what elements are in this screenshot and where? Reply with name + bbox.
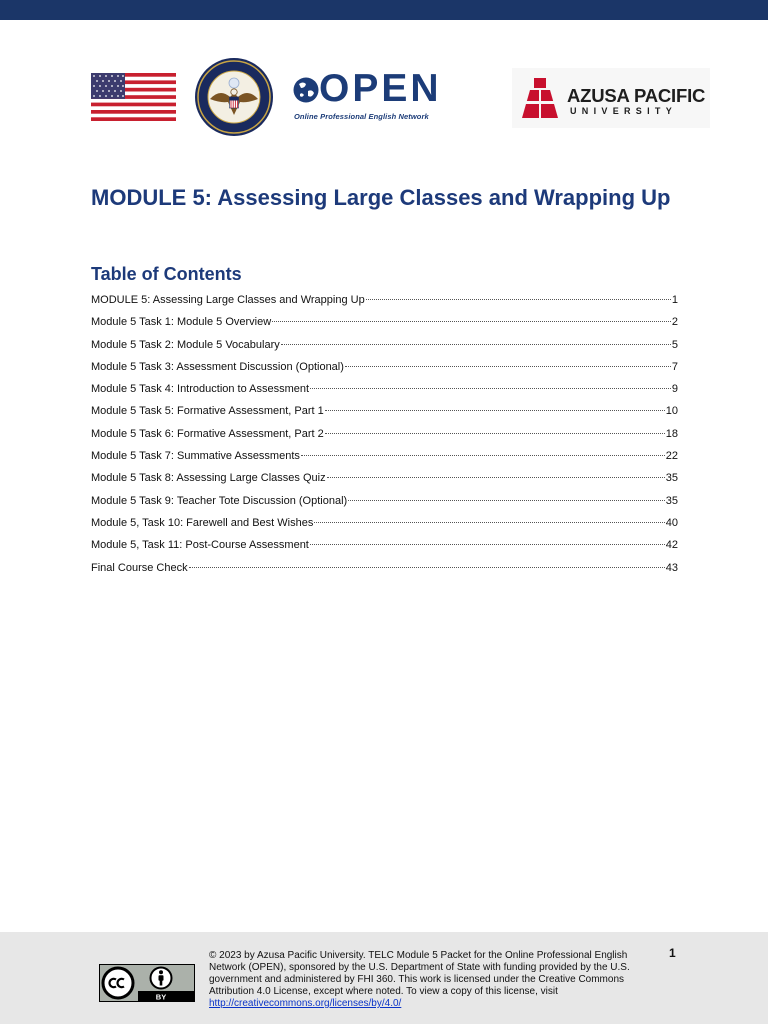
toc-entry[interactable] bbox=[91, 378, 678, 400]
attribution-icon bbox=[151, 968, 172, 989]
creative-commons-icon bbox=[103, 968, 133, 998]
toc-entry-page: 5 bbox=[671, 338, 678, 351]
toc-leader-dots bbox=[345, 358, 671, 367]
toc-entry-page: 9 bbox=[671, 383, 678, 396]
table-of-contents bbox=[91, 289, 678, 579]
azusa-pacific-name: AZUSA PACIFIC bbox=[567, 85, 706, 106]
toc-entry-page: 42 bbox=[665, 539, 678, 552]
toc-entry-page: 22 bbox=[665, 450, 678, 463]
toc-entry-page: 10 bbox=[665, 405, 678, 418]
azusa-pacific-emblem-icon bbox=[518, 76, 562, 120]
toc-entry-page: 7 bbox=[671, 360, 678, 373]
toc-entry[interactable] bbox=[91, 534, 678, 556]
toc-entry[interactable] bbox=[91, 512, 678, 534]
toc-entry[interactable] bbox=[91, 289, 678, 311]
toc-leader-dots bbox=[325, 402, 665, 411]
toc-heading: Table of Contents bbox=[91, 264, 242, 284]
toc-entry-title: Module 5 Task 2: Module 5 Vocabulary bbox=[91, 338, 280, 351]
toc-entry-page: 35 bbox=[665, 472, 678, 485]
open-logo-wordmark: OPEN bbox=[319, 67, 442, 110]
toc-entry[interactable] bbox=[91, 557, 678, 579]
toc-leader-dots bbox=[189, 559, 665, 568]
us-flag-icon bbox=[91, 73, 176, 121]
license-link[interactable]: http://creativecommons.org/licenses/by/4.0/ bbox=[209, 998, 402, 1009]
toc-entry[interactable] bbox=[91, 356, 678, 378]
toc-entry-title: Module 5 Task 5: Formative Assessment, Part 1 bbox=[91, 405, 324, 418]
top-banner-bar bbox=[0, 0, 768, 20]
toc-entry-title: Module 5 Task 4: Introduction to Assessment bbox=[91, 383, 310, 396]
toc-entry-page: 2 bbox=[671, 316, 678, 329]
page-footer bbox=[0, 932, 768, 1024]
toc-entry-title: Module 5 Task 9: Teacher Tote Discussion (Optional) bbox=[91, 494, 348, 507]
license-notice bbox=[209, 950, 649, 1010]
page-number: 1 bbox=[669, 946, 676, 960]
cc-by-label: BY bbox=[155, 992, 167, 1002]
toc-leader-dots bbox=[325, 425, 665, 434]
toc-entry[interactable] bbox=[91, 445, 678, 467]
azusa-pacific-logo bbox=[512, 68, 710, 128]
toc-leader-dots bbox=[272, 313, 671, 322]
toc-entry-page: 1 bbox=[671, 294, 678, 306]
toc-entry-title: Module 5 Task 8: Assessing Large Classes Quiz bbox=[91, 472, 326, 485]
toc-entry-title: MODULE 5: Assessing Large Classes and Wrapping Up bbox=[91, 294, 365, 306]
toc-entry[interactable] bbox=[91, 490, 678, 512]
globe-icon bbox=[293, 72, 319, 108]
toc-entry-title: Module 5 Task 7: Summative Assessments bbox=[91, 450, 300, 463]
department-of-state-seal-icon bbox=[194, 55, 274, 139]
toc-leader-dots bbox=[310, 380, 671, 389]
toc-leader-dots bbox=[366, 291, 671, 300]
toc-entry-title: Module 5 Task 1: Module 5 Overview bbox=[91, 316, 272, 329]
toc-entry-title: Module 5, Task 10: Farewell and Best Wishes bbox=[91, 516, 314, 529]
toc-leader-dots bbox=[327, 469, 665, 478]
toc-entry[interactable] bbox=[91, 423, 678, 445]
toc-entry-title: Module 5, Task 11: Post-Course Assessment bbox=[91, 539, 309, 552]
toc-entry-page: 40 bbox=[665, 516, 678, 529]
logo-row bbox=[0, 55, 768, 155]
azusa-pacific-university-label: UNIVERSITY bbox=[570, 106, 678, 116]
open-logo-subtitle: Online Professional English Network bbox=[294, 112, 429, 121]
license-notice-text: © 2023 by Azusa Pacific University. TELC Module 5 Packet for the Online Professional English Network (OPEN), sponsored by the U.S. Department of State with funding provided by the U.S. government and administered by FHI 360. This work is licensed under the Creative Commons Attribution 4.0 License, except where noted. To view a copy of this license, visit bbox=[209, 950, 630, 997]
cc-by-license-badge[interactable] bbox=[99, 964, 195, 1002]
open-logo bbox=[293, 67, 442, 125]
toc-entry[interactable] bbox=[91, 311, 678, 333]
toc-entry[interactable] bbox=[91, 334, 678, 356]
toc-entry-title: Module 5 Task 6: Formative Assessment, Part 2 bbox=[91, 427, 324, 440]
toc-leader-dots bbox=[348, 492, 665, 501]
module-title: MODULE 5: Assessing Large Classes and Wrapping Up bbox=[91, 185, 671, 210]
toc-leader-dots bbox=[310, 536, 665, 545]
toc-entry-page: 18 bbox=[665, 427, 678, 440]
toc-entry-page: 35 bbox=[665, 494, 678, 507]
toc-leader-dots bbox=[301, 447, 665, 456]
toc-entry-page: 43 bbox=[665, 561, 678, 574]
toc-entry-title: Final Course Check bbox=[91, 561, 188, 574]
toc-entry[interactable] bbox=[91, 467, 678, 489]
toc-leader-dots bbox=[314, 514, 664, 523]
toc-entry[interactable] bbox=[91, 400, 678, 422]
toc-entry-title: Module 5 Task 3: Assessment Discussion (Optional) bbox=[91, 360, 344, 373]
toc-leader-dots bbox=[281, 336, 671, 345]
